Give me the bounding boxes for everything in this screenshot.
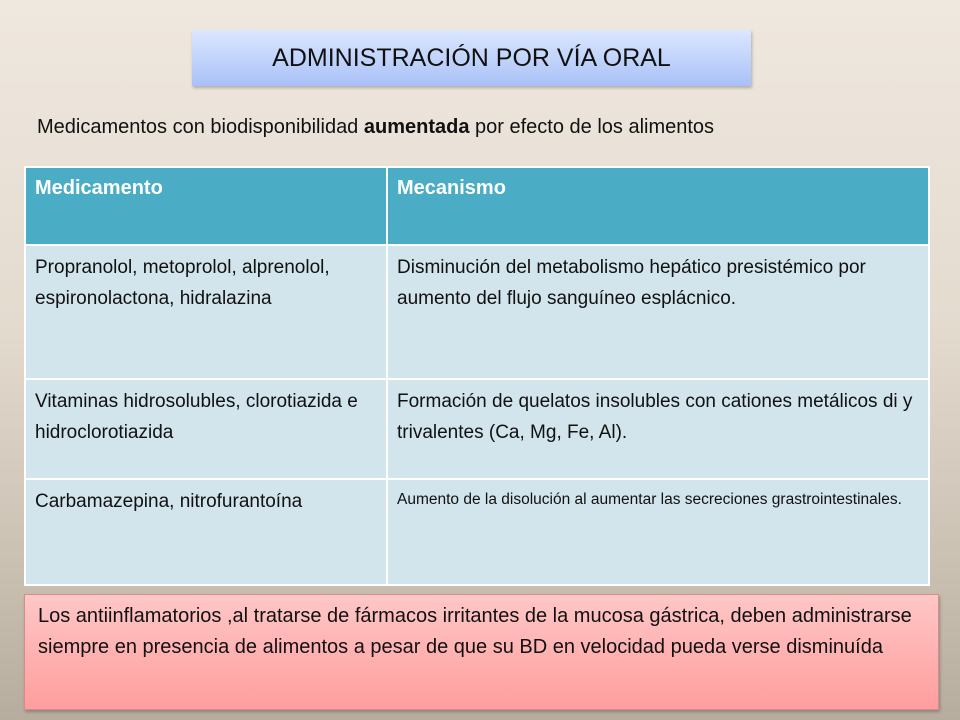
cell-drug: Carbamazepina, nitrofurantoína (25, 479, 387, 585)
subtitle-bold-word: aumentada (363, 116, 470, 138)
table-row (25, 379, 929, 479)
subtitle-text-before: Medicamentos con biodisponibilidad (37, 116, 364, 138)
note-text: Los antiinflamatorios ,al tratarse de fármacos irritantes de la mucosa gástrica, deben administrarse siempre en presencia de alimentos a pesar de que su BD en velocidad pueda verse disminuída (38, 605, 912, 658)
subtitle-text-after: por efecto de los alimentos (469, 116, 715, 138)
header-mecanismo: Mecanismo (387, 167, 929, 245)
cell-mechanism: Aumento de la disolución al aumentar las secreciones grastrointestinales. (387, 479, 929, 585)
note-box (24, 594, 939, 710)
table-row (25, 479, 929, 585)
medication-table (24, 166, 930, 586)
subtitle (37, 116, 714, 139)
slide-title: ADMINISTRACIÓN POR VÍA ORAL (272, 43, 671, 72)
cell-mechanism: Disminución del metabolismo hepático presistémico por aumento del flujo sanguíneo esplácnico. (387, 245, 929, 379)
table-header-row (25, 167, 929, 245)
cell-mechanism: Formación de quelatos insolubles con cationes metálicos di y trivalentes (Ca, Mg, Fe, Al). (387, 379, 929, 479)
slide-title-box (192, 30, 751, 86)
cell-drug: Propranolol, metoprolol, alprenolol, espironolactona, hidralazina (25, 245, 387, 379)
table-row (25, 245, 929, 379)
header-medicamento: Medicamento (25, 167, 387, 245)
cell-drug: Vitaminas hidrosolubles, clorotiazida e hidroclorotiazida (25, 379, 387, 479)
